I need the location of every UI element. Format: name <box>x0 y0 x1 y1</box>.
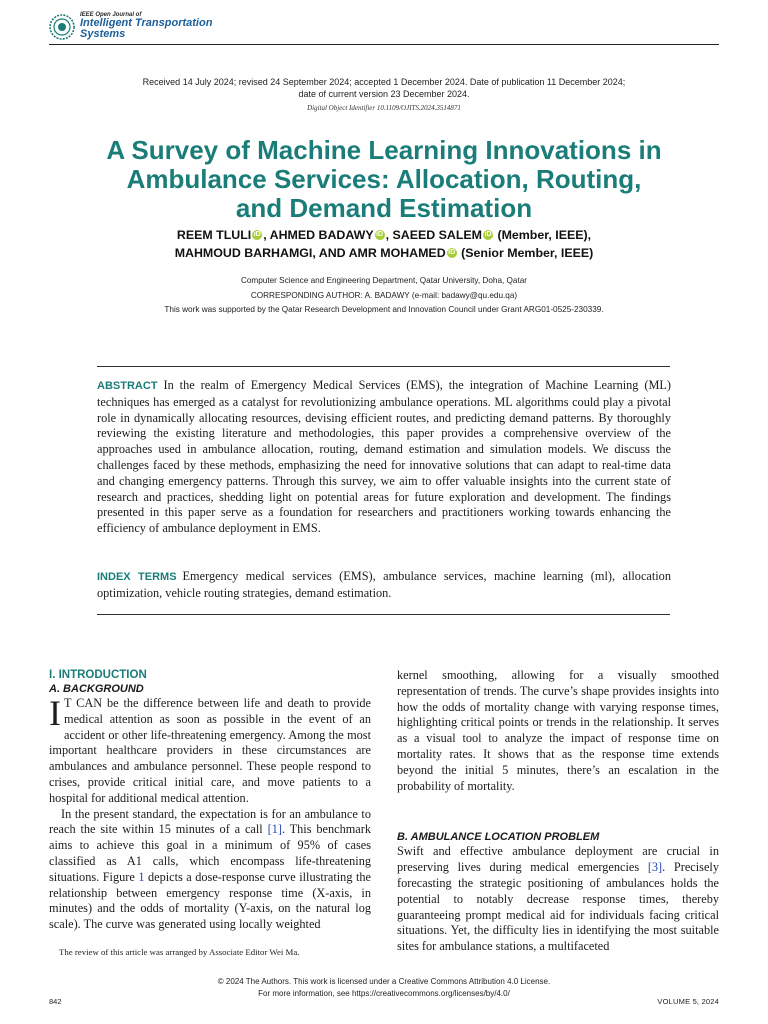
license-line2: For more information, see https://creativecommons.org/licenses/by/4.0/ <box>258 989 510 998</box>
paragraph-text: . This benchmark aims to achieve this goal in a minimum of 95% of cases classified as A1 calls, which encompass life-threatening situations. Figure <box>49 822 372 884</box>
grant-note: This work was supported by the Qatar Research Development and Innovation Council under Grant ARG01-0525-230339. <box>164 305 604 314</box>
citation-link[interactable]: [1] <box>267 822 282 837</box>
abstract-label: ABSTRACT <box>97 380 158 392</box>
orcid-icon[interactable]: iD <box>448 249 456 256</box>
journal-name <box>80 12 212 40</box>
paragraph <box>49 693 371 807</box>
corresponding-author: CORRESPONDING AUTHOR: A. BADAWY (e-mail: badawy@qu.edu.qa) <box>250 291 518 300</box>
abstract-top-rule <box>97 366 670 367</box>
drop-cap: I <box>49 693 61 733</box>
paragraph <box>397 844 719 955</box>
left-column <box>49 668 371 933</box>
subsection-heading: B. AMBULANCE LOCATION PROBLEM <box>397 831 600 844</box>
citation-link[interactable]: [3] <box>647 860 663 875</box>
journal-logo-icon <box>49 14 75 40</box>
department: Computer Science and Engineering Department, Qatar University, Doha, Qatar <box>240 276 528 285</box>
journal-name-small: IEEE Open Journal of <box>80 12 142 18</box>
dates-line2: date of current version 23 December 2024. <box>298 89 470 99</box>
paragraph-text: Swift and effective ambulance deployment are crucial in preserving lives during medical emergencies <box>397 844 719 875</box>
header-divider <box>49 44 719 45</box>
authors-line1 <box>49 226 719 244</box>
title-line1: A Survey of Machine Learning Innovations in <box>106 135 662 165</box>
index-terms <box>97 569 671 602</box>
author-list <box>49 226 719 262</box>
paragraph-text: In the present standard, the expectation is for an ambulance to reach the site within 15 minutes of a call <box>49 806 371 837</box>
author-membership: (Senior Member, IEEE) <box>457 246 594 260</box>
journal-name-line1: Intelligent Transportation <box>80 17 213 29</box>
affiliation-block <box>49 273 719 303</box>
index-terms-label: INDEX TERMS <box>97 571 177 583</box>
footnote: The review of this article was arranged by Associate Editor Wei Ma. <box>59 947 300 957</box>
spacer <box>397 794 719 830</box>
section-heading: I. INTRODUCTION <box>49 669 147 681</box>
orcid-icon[interactable]: iD <box>253 231 261 238</box>
orcid-icon[interactable]: iD <box>484 231 492 238</box>
abstract-bottom-rule <box>97 614 670 615</box>
doi-line: Digital Object Identifier 10.1109/OJITS.2024.3514871 <box>307 104 461 112</box>
publication-dates <box>49 76 719 100</box>
paper-title <box>49 136 719 223</box>
license-note <box>49 976 719 1000</box>
license-line1: © 2024 The Authors. This work is licensed under a Creative Commons Attribution 4.0 License. <box>217 977 551 986</box>
authors-line2 <box>49 244 719 262</box>
author-name: REEM TLULI <box>176 228 252 242</box>
subsection-heading: A. BACKGROUND <box>49 683 144 695</box>
title-line3: and Demand Estimation <box>235 193 533 223</box>
paragraph-text: depicts a dose-response curve illustrating the relationship between emergency response time (X-axis, in minutes) and the odds of mortality (Y-axis, on the natural log scale). The curve was generated using locally weighted <box>49 869 371 932</box>
paragraph-text: . Precisely forecasting the strategic positioning of ambulances holds the potential to notably decrease response times, thereby guaranteeing prompt medical aid for individuals facing critical situations. Yet, the difficulty lies in identifying the most suitable sites for ambulance stations, a multifaceted <box>397 860 719 954</box>
author-name: , AHMED BADAWY <box>263 228 374 242</box>
author-membership: (Member, IEEE), <box>494 228 592 242</box>
author-name: MAHMOUD BARHAMGI, AND AMR MOHAMED <box>174 246 446 260</box>
abstract-text: In the realm of Emergency Medical Services (EMS), the integration of Machine Learning (ML) techniques has emerged as a catalyst for revolutionizing ambulance operations. ML algorithms could play a pivotal role in dynamically allocating resources, devising efficient routes, and predicting demand patterns. By thoroughly reviewing the existing literature and methodologies, this paper provides a comprehensive overview of the approaches used in ambulance allocation, routing, demand estimation and simulation models. We discuss the challenges faced by these methods, emphasizing the need for innovative solutions that can adapt to real-time data and changing emergency patterns. Through this survey, we aim to offer valuable insights into the current state of research and practices, shedding light on potential areas for future exploration and development. The findings presented in this paper serve as a foundation for researchers and practitioners working towards enhancing the efficiency of ambulance deployment in EMS. <box>97 378 671 536</box>
paragraph: kernel smoothing, allowing for a visually smoothed representation of trends. The curve’s shape provides insights into how the odds of mortality change with varying response times, highlighting critical points or trends in the relationship. It serves as a visual tool to analyze the impact of response time on mortality rates. It shows that as the response time extends beyond the initial 5 minutes, there’s an escalation in the probability of mortality. <box>397 668 719 793</box>
paragraph-text: T CAN be the difference between life and death to provide medical attention as soon as possible in the event of an accident or other life-threatening emergency. Among the most important healthcare providers in these circumstances are ambulances and ambulance personnel. These people respond to crises, provide critical initial care, and move patients to a hospital for additional medical attention. <box>49 696 371 805</box>
right-column <box>397 668 719 955</box>
orcid-icon[interactable]: iD <box>376 231 384 238</box>
abstract <box>97 378 671 537</box>
journal-name-line2: Systems <box>80 28 126 40</box>
figure-link[interactable]: 1 <box>138 869 145 884</box>
volume-label: VOLUME 5, 2024 <box>657 997 719 1006</box>
dates-line1: Received 14 July 2024; revised 24 September 2024; accepted 1 December 2024. Date of publication 11 December 2024; <box>142 77 626 87</box>
title-line2: Ambulance Services: Allocation, Routing, <box>126 164 642 194</box>
index-terms-text: Emergency medical services (EMS), ambulance services, machine learning (ml), allocation optimization, vehicle routing strategies, demand estimation. <box>97 569 671 600</box>
paragraph <box>49 807 371 933</box>
author-name: , SAEED SALEM <box>385 228 482 242</box>
page-number: 842 <box>49 997 62 1006</box>
